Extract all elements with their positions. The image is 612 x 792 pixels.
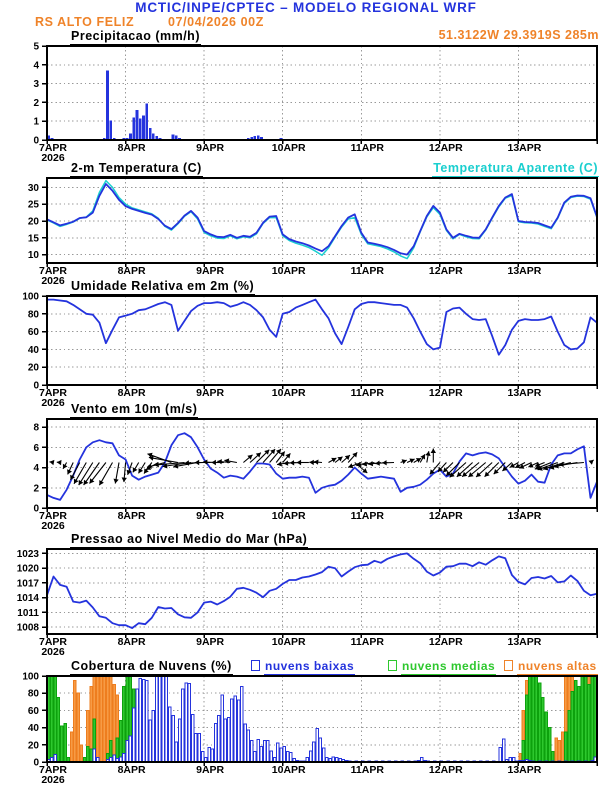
precip-title-row (0, 29, 612, 45)
svg-text:1014: 1014 (16, 593, 39, 605)
svg-text:13APR: 13APR (507, 764, 542, 776)
pressure-panel-title: Pressao ao Nivel Medio do Mar (hPa) (70, 533, 308, 548)
svg-text:7APR: 7APR (38, 265, 68, 277)
svg-text:0: 0 (33, 380, 39, 392)
svg-text:7APR: 7APR (38, 142, 68, 154)
coordinates-label: 51.3122W 29.3919S 285m (438, 28, 599, 42)
svg-text:20: 20 (27, 740, 39, 752)
svg-text:13APR: 13APR (507, 636, 542, 648)
svg-text:9APR: 9APR (196, 510, 225, 522)
svg-text:0: 0 (33, 757, 39, 769)
svg-text:12APR: 12APR (428, 265, 463, 277)
model-run-label: 07/04/2026 00Z (168, 15, 264, 29)
svg-text:8APR: 8APR (117, 764, 146, 776)
svg-text:2026: 2026 (41, 152, 65, 164)
svg-text:25: 25 (27, 199, 39, 211)
temperature-chart (0, 178, 612, 293)
svg-text:0: 0 (33, 503, 39, 515)
svg-text:9APR: 9APR (196, 387, 225, 399)
svg-text:7APR: 7APR (38, 764, 68, 776)
svg-text:1: 1 (33, 116, 39, 128)
wind-panel-title: Vento em 10m (m/s) (70, 403, 198, 418)
svg-text:40: 40 (27, 344, 39, 356)
svg-text:11APR: 11APR (350, 265, 384, 277)
svg-text:4: 4 (33, 463, 39, 475)
svg-text:60: 60 (27, 327, 39, 339)
svg-text:2026: 2026 (41, 520, 65, 532)
svg-text:20: 20 (27, 362, 39, 374)
svg-text:13APR: 13APR (507, 265, 542, 277)
svg-text:8APR: 8APR (117, 387, 146, 399)
svg-text:10APR: 10APR (271, 636, 306, 648)
nuvens-baixas-label: nuvens baixas (265, 659, 355, 673)
nuvens-medias-label: nuvens medias (402, 659, 496, 673)
svg-text:1011: 1011 (17, 607, 39, 619)
svg-text:11APR: 11APR (350, 636, 384, 648)
clouds-panel-title: Cobertura de Nuvens (%) (70, 660, 233, 675)
svg-text:1017: 1017 (16, 578, 39, 590)
svg-text:20: 20 (27, 216, 39, 228)
svg-text:12APR: 12APR (428, 142, 463, 154)
svg-text:10APR: 10APR (271, 387, 306, 399)
svg-text:100: 100 (22, 291, 39, 303)
svg-text:2026: 2026 (41, 774, 65, 786)
svg-text:8APR: 8APR (117, 510, 146, 522)
svg-text:6: 6 (33, 442, 39, 454)
svg-text:11APR: 11APR (350, 142, 384, 154)
svg-text:13APR: 13APR (507, 387, 542, 399)
svg-text:1020: 1020 (16, 563, 39, 575)
svg-text:8APR: 8APR (117, 142, 146, 154)
svg-text:10APR: 10APR (271, 764, 306, 776)
svg-text:13APR: 13APR (507, 510, 542, 522)
svg-text:12APR: 12APR (428, 510, 463, 522)
page-title: MCTIC/INPE/CPTEC – MODELO REGIONAL WRF (135, 0, 477, 15)
svg-text:11APR: 11APR (350, 510, 384, 522)
svg-text:1023: 1023 (16, 548, 39, 560)
svg-text:12APR: 12APR (428, 387, 463, 399)
svg-text:12APR: 12APR (428, 764, 463, 776)
nuvens-altas-label: nuvens altas (518, 659, 597, 673)
svg-text:7APR: 7APR (38, 636, 68, 648)
svg-text:9APR: 9APR (196, 142, 225, 154)
svg-text:13APR: 13APR (507, 142, 542, 154)
svg-text:5: 5 (33, 41, 39, 53)
svg-text:2: 2 (33, 483, 39, 495)
humidity-chart (0, 291, 612, 415)
wind-chart (0, 419, 612, 538)
svg-text:10APR: 10APR (271, 142, 306, 154)
svg-text:10APR: 10APR (271, 510, 306, 522)
svg-text:80: 80 (27, 309, 39, 321)
svg-text:1008: 1008 (16, 622, 39, 634)
svg-text:8APR: 8APR (117, 636, 146, 648)
svg-text:2026: 2026 (41, 646, 65, 658)
svg-text:9APR: 9APR (196, 636, 225, 648)
svg-text:8APR: 8APR (117, 265, 146, 277)
svg-text:2026: 2026 (41, 397, 65, 409)
svg-text:11APR: 11APR (350, 764, 384, 776)
cloud-cover-chart (0, 671, 612, 792)
svg-text:15: 15 (27, 233, 39, 245)
svg-text:8: 8 (33, 422, 39, 434)
precipitation-chart (0, 41, 612, 170)
svg-text:12APR: 12APR (428, 636, 463, 648)
svg-text:11APR: 11APR (350, 387, 384, 399)
svg-text:80: 80 (27, 688, 39, 700)
svg-text:9APR: 9APR (196, 764, 225, 776)
apparent-temp-legend-label: Temperatura Aparente (C) (432, 162, 599, 177)
svg-text:40: 40 (27, 723, 39, 735)
svg-text:30: 30 (27, 182, 39, 194)
svg-text:2: 2 (33, 97, 39, 109)
temp-panel-title: 2-m Temperatura (C) (70, 162, 203, 177)
svg-text:0: 0 (33, 135, 39, 147)
pressure-chart (0, 549, 612, 664)
svg-text:3: 3 (33, 79, 39, 91)
humidity-panel-title: Umidade Relativa em 2m (%) (70, 280, 255, 295)
svg-text:4: 4 (33, 60, 39, 72)
svg-text:60: 60 (27, 705, 39, 717)
svg-text:2026: 2026 (41, 275, 65, 287)
precip-panel-title: Precipitacao (mm/h) (70, 30, 201, 45)
svg-text:100: 100 (22, 671, 39, 683)
svg-text:9APR: 9APR (196, 265, 225, 277)
svg-text:10: 10 (27, 250, 39, 262)
svg-text:7APR: 7APR (38, 510, 68, 522)
svg-text:10APR: 10APR (271, 265, 306, 277)
svg-text:7APR: 7APR (38, 387, 68, 399)
station-label: RS ALTO FELIZ (35, 15, 135, 29)
